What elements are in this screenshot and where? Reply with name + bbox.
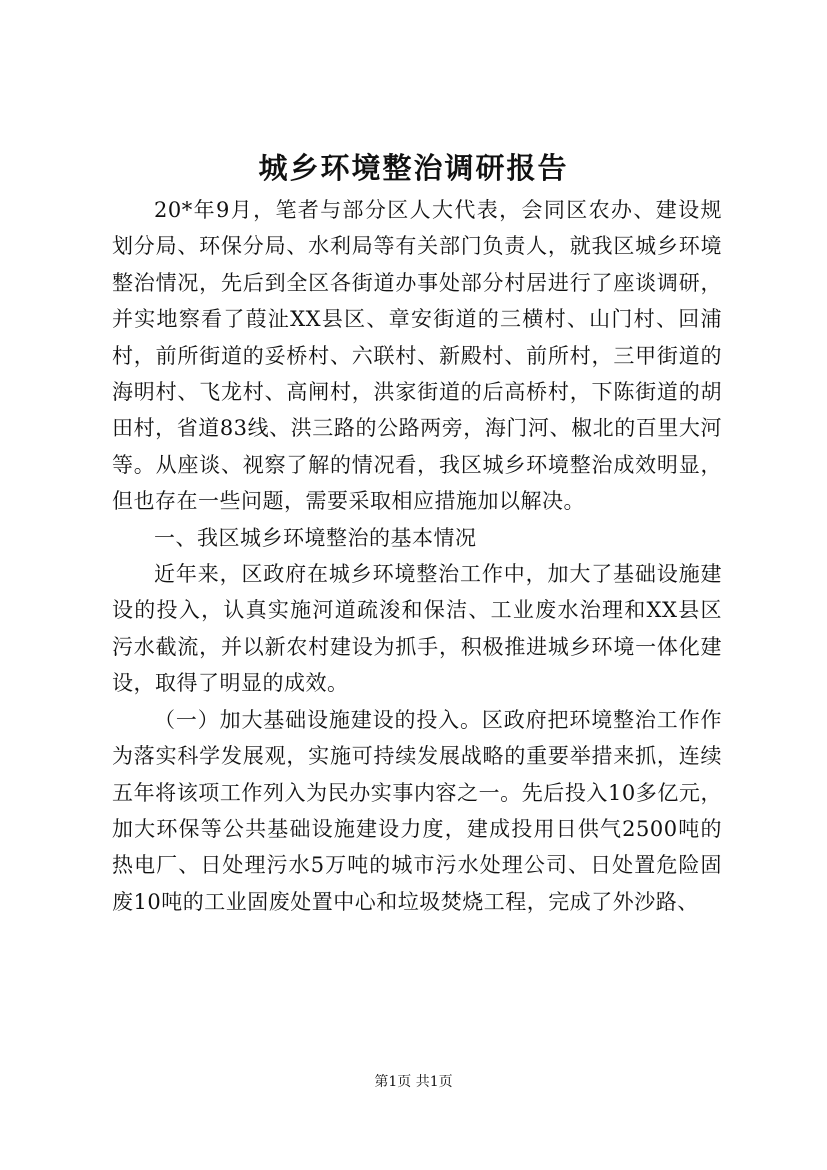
document-title: 城乡环境整治调研报告 bbox=[258, 151, 569, 185]
document-body bbox=[112, 192, 722, 920]
paragraph-overview: 近年来，区政府在城乡环境整治工作中，加大了基础设施建设的投入，认真实施河道疏浚和保洁、工业废水治理和XX县区污水截流，并以新农村建设为抓手，积极推进城乡环境一体化建设，取得了明显的成效。 bbox=[112, 562, 722, 696]
paragraph-intro: 20*年9月，笔者与部分区人大代表，会同区农办、建设规划分局、环保分局、水利局等有关部门负责人，就我区城乡环境整治情况，先后到全区各街道办事处部分村居进行了座谈调研，并实地察看了葭沚XX县区、章安街道的三横村、山门村、回浦村，前所街道的妥桥村、六联村、新殿村、前所村，三甲街道的海明村、飞龙村、高闸村，洪家街道的后高桥村，下陈街道的胡田村，省道83线、洪三路的公路两旁，海门河、椒北的百里大河等。从座谈、视察了解的情况看，我区城乡环境整治成效明显，但也存在一些问题，需要采取相应措施加以解决。 bbox=[112, 198, 722, 514]
paragraph-infrastructure: （一）加大基础设施建设的投入。区政府把环境整治工作作为落实科学发展观，实施可持续发展战略的重要举措来抓，连续五年将该项工作列入为民办实事内容之一。先后投入10多亿元，加大环保等公共基础设施建设力度，建成投用日供气2500吨的热电厂、日处理污水5万吨的城市污水处理公司、日处置危险固废10吨的工业固废处置中心和垃圾焚烧工程，完成了外沙路、 bbox=[112, 707, 722, 914]
page-footer: 第1页 共1页 bbox=[374, 1074, 453, 1090]
section-heading: 一、我区城乡环境整治的基本情况 bbox=[154, 525, 477, 550]
